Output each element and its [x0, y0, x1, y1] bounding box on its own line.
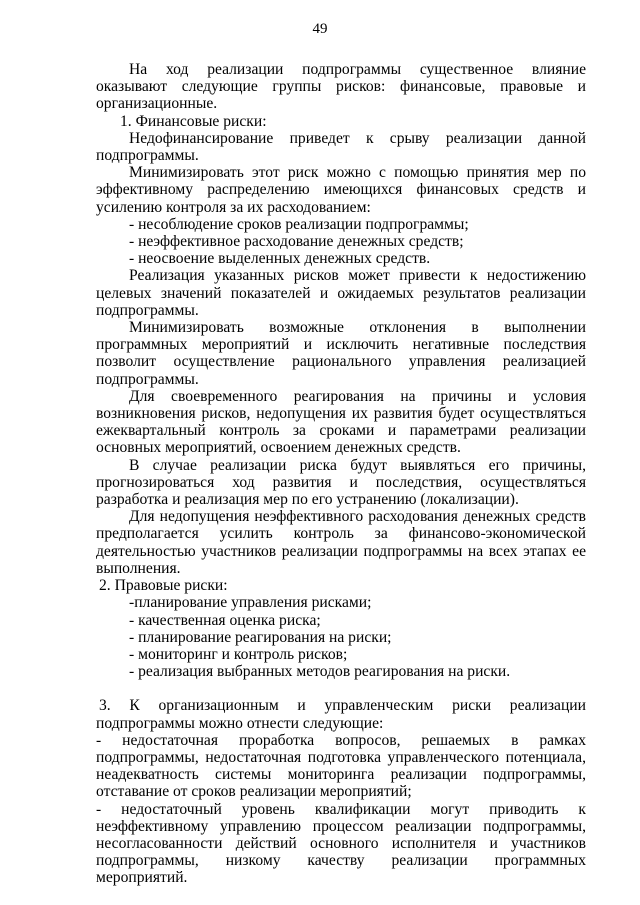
section-spacer [96, 680, 586, 697]
page-number: 49 [312, 21, 328, 37]
organizational-list-item: - недостаточная проработка вопросов, решаемых в рамках подпрограммы, недостаточная подготовка управленческого потенциала, неадекватность системы мониторинга реализации подпрограммы, отставание от сроков реализации мероприятий; [96, 731, 586, 801]
legal-list-item: - реализация выбранных методов реагирования на риски. [129, 663, 511, 681]
financial-list-item: - неэффективное расходование денежных средств; [129, 233, 464, 251]
legal-list-item: - качественная оценка риска; [129, 611, 321, 629]
legal-list-item: - мониторинг и контроль рисков; [129, 645, 348, 663]
financial-paragraph: Для своевременного реагирования на причины и условия возникновения рисков, недопущения их развития будет осуществляться ежеквартальный контроль за сроками и параметрами реализации основных мероприятий, освоением денежных средств. [96, 387, 586, 457]
financial-list-item: - неосвоение выделенных денежных средств. [129, 250, 431, 268]
financial-paragraph: Недофинансирование приведет к срыву реализации данной подпрограммы. [96, 129, 586, 165]
intro-paragraph: На ход реализации подпрограммы существенное влияние оказывают следующие группы рисков: финансовые, правовые и организационные. [96, 61, 586, 113]
legal-risks-heading: 2. Правовые риски: [99, 577, 228, 595]
legal-list-item: -планирование управления рисками; [129, 594, 372, 612]
document-body [96, 61, 586, 887]
legal-list-item: - планирование реагирования на риски; [129, 628, 392, 646]
financial-paragraph: Для недопущения неэффективного расходования денежных средств предполагается усилить контроль за финансово-экономической деятельностью участников реализации подпрограммы на всех этапах ее выполнения. [96, 508, 586, 577]
financial-paragraph: Минимизировать этот риск можно с помощью принятия мер по эффективному распределению имеющихся финансовых средств и усилению контроля за их расходованием: [96, 164, 586, 216]
financial-paragraph: Реализация указанных рисков может привести к недостижению целевых значений показателей и ожидаемых результатов реализации подпрограммы. [96, 267, 586, 319]
organizational-risks-heading: 3. К организационным и управленческим риски реализации подпрограммы можно отнести следующие: [96, 697, 586, 732]
financial-list-item: - несоблюдение сроков реализации подпрограммы; [129, 215, 469, 233]
organizational-list-item: - недостаточный уровень квалификации могут приводить к неэффективному управлению процессом реализации подпрограммы, несогласованности действий основного исполнителя и участников подпрограммы, низкому качеству реализации программных мероприятий. [96, 800, 586, 887]
financial-paragraph: В случае реализации риска будут выявляться его причины, прогнозироваться ход развития и последствия, осуществляться разработка и реализация мер по его устранению (локализации). [96, 456, 586, 509]
financial-paragraph: Минимизировать возможные отклонения в выполнении программных мероприятий и исключить негативные последствия позволит осуществление рационального управления реализацией подпрограммы. [96, 319, 586, 388]
financial-risks-heading: 1. Финансовые риски: [120, 112, 267, 130]
